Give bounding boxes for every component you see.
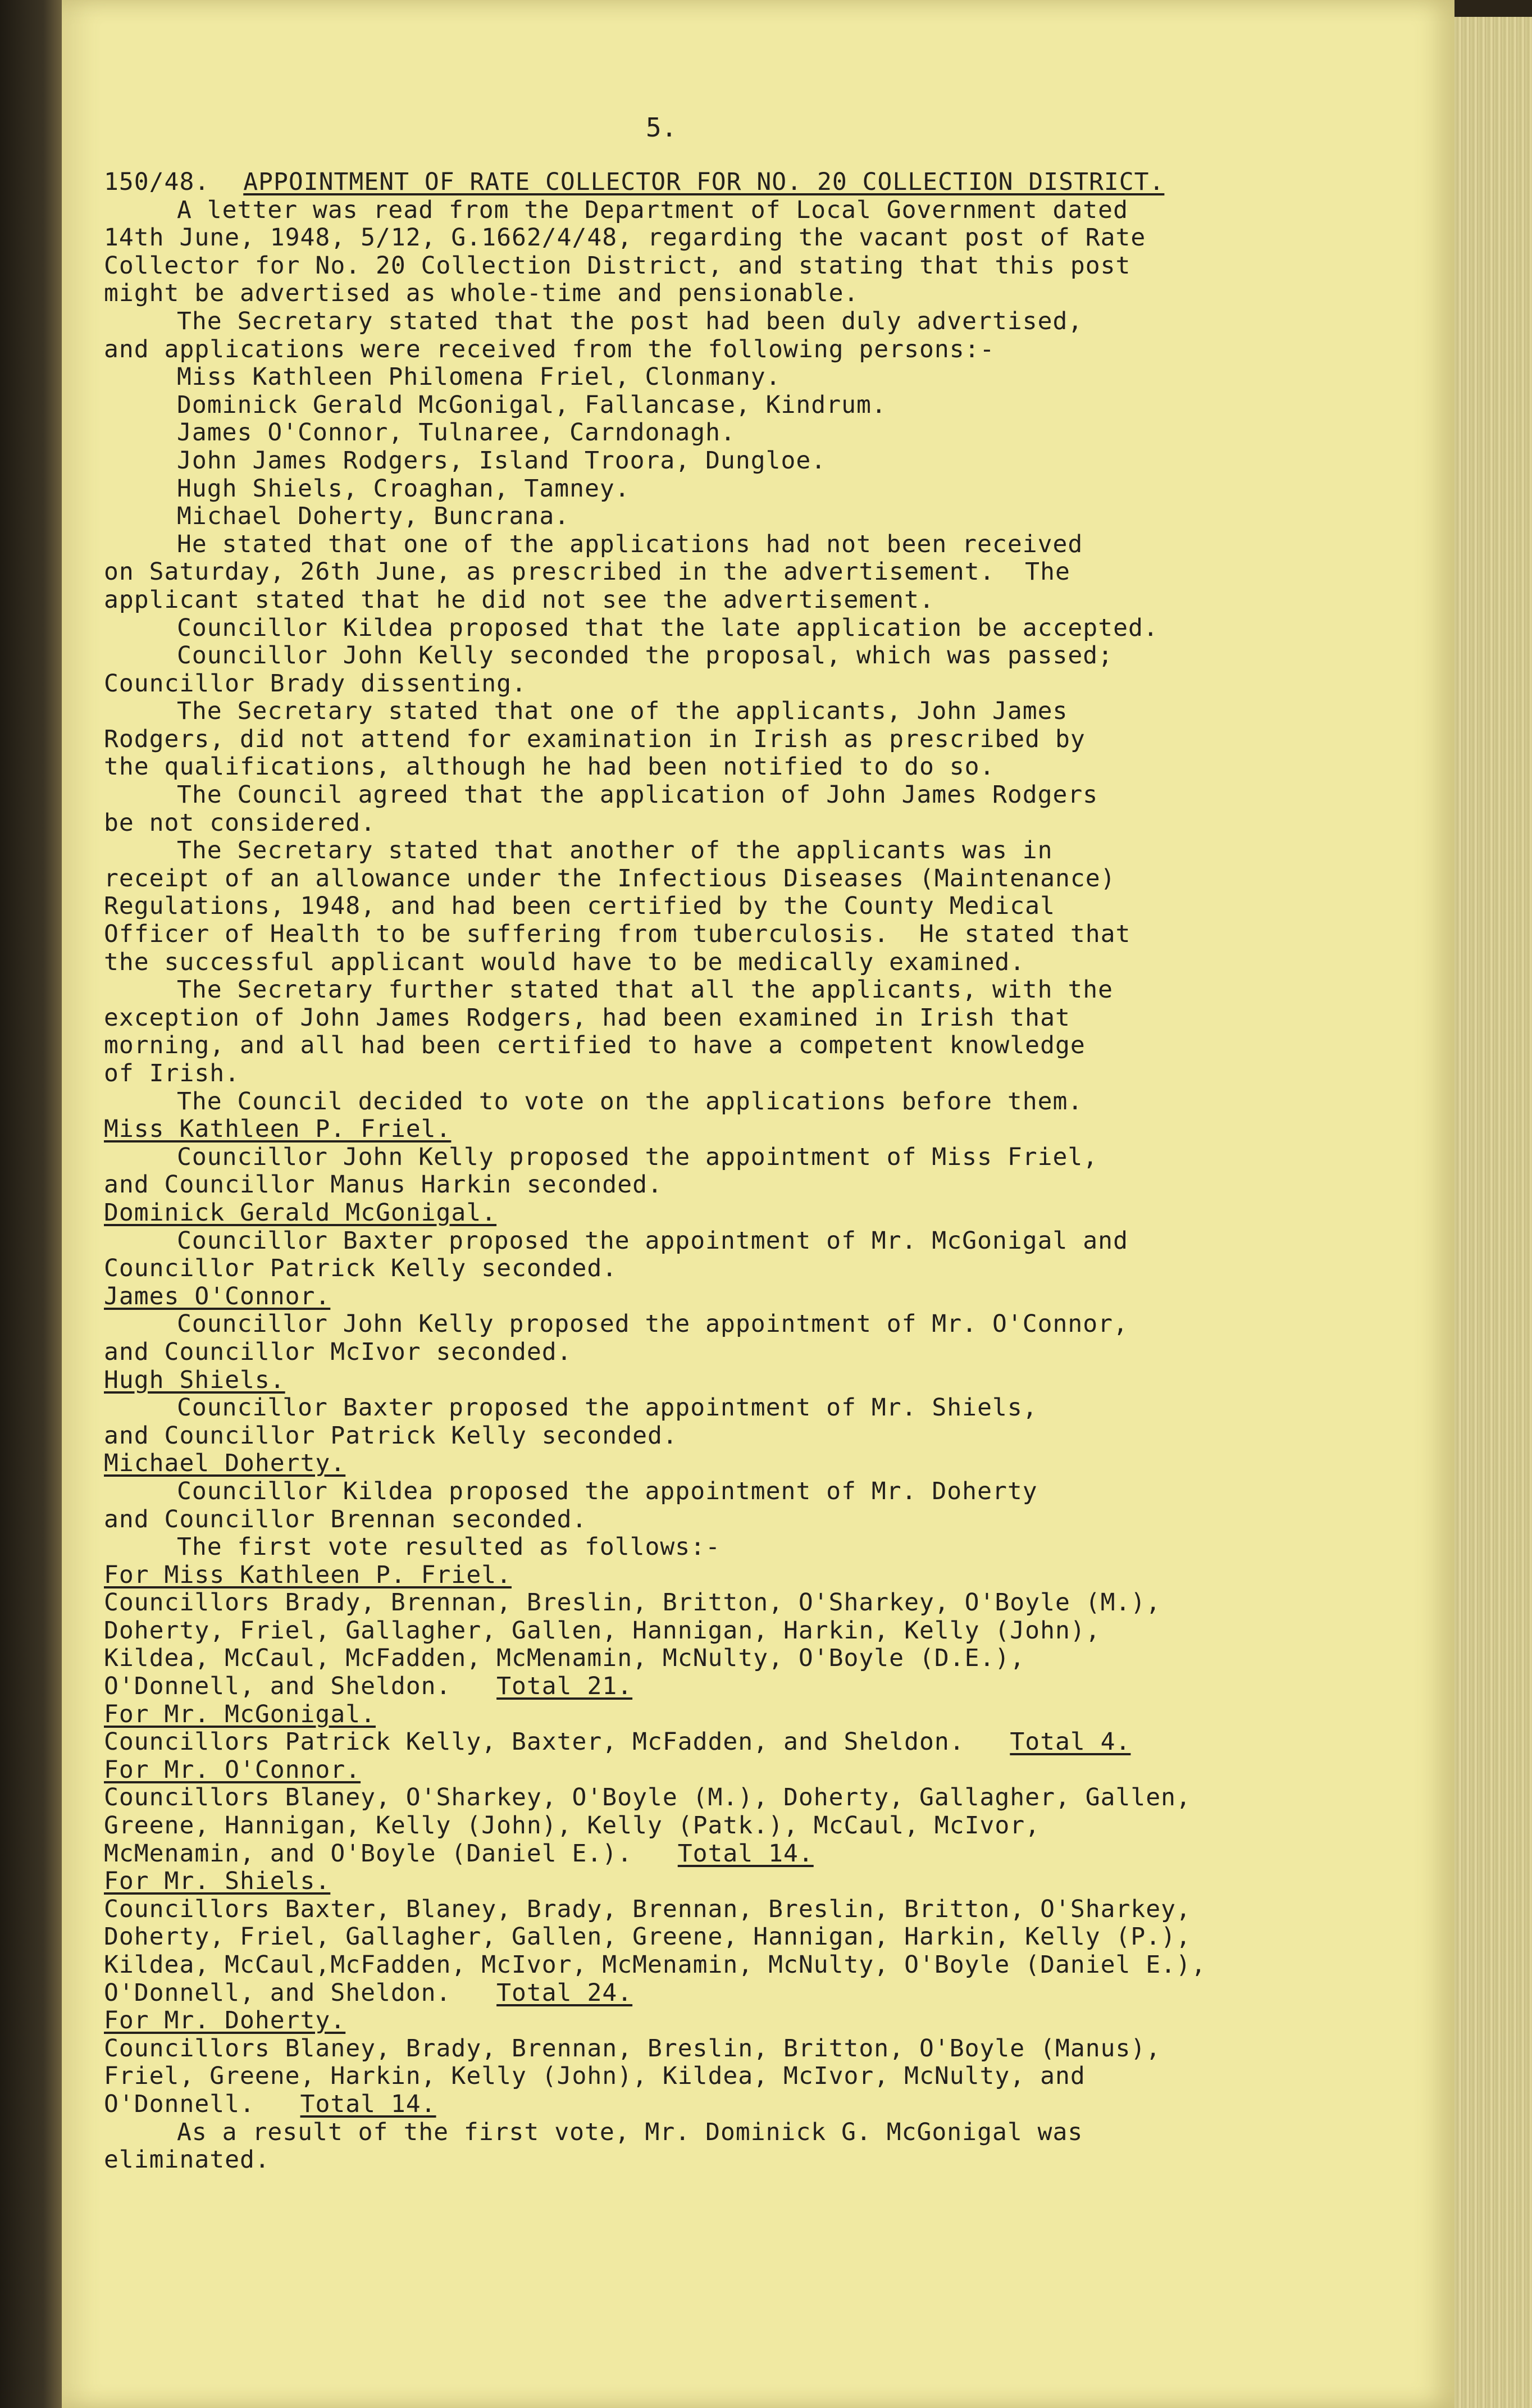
line-text: Dominick Gerald McGonigal.: [104, 1198, 497, 1227]
text-line: [104, 1310, 1311, 1339]
text-line: [104, 1339, 1311, 1367]
line-text: The Secretary stated that one of the applicants, John James: [177, 697, 1068, 726]
text-line: [104, 252, 1311, 280]
text-line: [104, 447, 1311, 475]
subheading-line: [104, 1701, 1311, 1729]
text-line: [104, 809, 1311, 837]
line-text: For Mr. Doherty.: [104, 2006, 346, 2035]
text-line: [104, 1840, 1311, 1868]
line-text: 14th June, 1948, 5/12, G.1662/4/48, regarding the vacant post of Rate: [104, 224, 1146, 252]
line-text: Councillor Kildea proposed that the late application be accepted.: [177, 613, 1159, 642]
text-line: [104, 2063, 1311, 2091]
text-line: [104, 2119, 1311, 2147]
text-line: [104, 949, 1311, 977]
line-text: Friel, Greene, Harkin, Kelly (John), Kildea, McIvor, McNulty, and: [104, 2062, 1086, 2091]
vote-total: Total 14.: [677, 1839, 814, 1868]
line-text: Kildea, McCaul,McFadden, McIvor, McMenamin, McNulty, O'Boyle (Daniel E.),: [104, 1951, 1206, 1979]
text-line: [104, 280, 1311, 308]
text-line: [104, 976, 1311, 1004]
subheading-line: [104, 1562, 1311, 1590]
line-text: Councillor Baxter proposed the appointment of Mr. Shiels,: [177, 1394, 1038, 1422]
line-text: and Councillor Manus Harkin seconded.: [104, 1171, 663, 1199]
line-text: The Secretary further stated that all the applicants, with the: [177, 976, 1114, 1004]
line-text: For Mr. O'Connor.: [104, 1755, 361, 1784]
text-line: [104, 921, 1311, 949]
item-number: 150/48.: [104, 168, 210, 196]
text-line: [104, 1617, 1311, 1645]
text-line: [104, 531, 1311, 559]
text-line: [104, 2035, 1311, 2063]
page-number: 5.: [646, 112, 677, 143]
text-line: [104, 336, 1311, 364]
subheading-line: [104, 1868, 1311, 1896]
line-text: Doherty, Friel, Gallagher, Gallen, Greene, Hannigan, Harkin, Kelly (P.),: [104, 1923, 1191, 1951]
text-line: [104, 1255, 1311, 1283]
line-text: might be advertised as whole-time and pensionable.: [104, 279, 859, 308]
line-text: receipt of an allowance under the Infectious Diseases (Maintenance): [104, 864, 1116, 893]
subheading-line: [104, 1756, 1311, 1785]
line-text: Doherty, Friel, Gallagher, Gallen, Hannigan, Harkin, Kelly (John),: [104, 1616, 1101, 1645]
line-text: Hugh Shiels, Croaghan, Tamney.: [177, 474, 630, 503]
text-line: [104, 558, 1311, 586]
text-line: [104, 419, 1311, 447]
line-text: Councillor John Kelly proposed the appointment of Miss Friel,: [177, 1142, 1098, 1171]
line-text: the successful applicant would have to be medically examined.: [104, 948, 1025, 976]
text-line: [104, 586, 1311, 614]
item-heading: [104, 169, 1311, 197]
minutes-text: [104, 110, 1311, 2174]
line-text: McMenamin, and O'Boyle (Daniel E.).: [104, 1839, 633, 1868]
subheading-line: [104, 1283, 1311, 1311]
line-text: Michael Doherty.: [104, 1449, 346, 1478]
line-text: A letter was read from the Department of Local Government dated: [177, 195, 1128, 224]
item-title: APPOINTMENT OF RATE COLLECTOR FOR NO. 20 COLLECTION DISTRICT.: [243, 168, 1165, 196]
line-text: He stated that one of the applications had not been received: [177, 530, 1083, 558]
line-text: Councillor Baxter proposed the appointment of Mr. McGonigal and: [177, 1226, 1128, 1255]
subheading-line: [104, 2007, 1311, 2035]
line-text: Councillors Patrick Kelly, Baxter, McFadden, and Sheldon.: [104, 1728, 965, 1756]
text-line: [104, 475, 1311, 503]
line-text: and applications were received from the following persons:-: [104, 335, 995, 363]
vote-total: Total 24.: [496, 1978, 633, 2007]
text-line: [104, 1394, 1311, 1422]
line-text: Councillor John Kelly proposed the appointment of Mr. O'Connor,: [177, 1310, 1128, 1339]
line-text: Officer of Health to be suffering from tuberculosis. He stated that: [104, 920, 1131, 949]
line-text: Greene, Hannigan, Kelly (John), Kelly (Patk.), McCaul, McIvor,: [104, 1811, 1041, 1840]
text-line: [104, 1812, 1311, 1840]
line-text: morning, and all had been certified to have a competent knowledge: [104, 1031, 1086, 1060]
text-line: [104, 1088, 1311, 1116]
text-line: [104, 1923, 1311, 1951]
line-text: James O'Connor.: [104, 1282, 331, 1310]
text-line: [104, 1673, 1311, 1701]
text-line: [104, 308, 1311, 336]
line-text: O'Donnell, and Sheldon.: [104, 1978, 452, 2007]
text-line: [104, 503, 1311, 531]
text-line: [104, 1060, 1311, 1088]
text-line: [104, 1645, 1311, 1673]
line-text: The first vote resulted as follows:-: [177, 1533, 721, 1562]
text-line: [104, 614, 1311, 643]
line-text: be not considered.: [104, 808, 376, 837]
line-text: O'Donnell, and Sheldon.: [104, 1672, 452, 1701]
text-line: [104, 2091, 1311, 2119]
line-text: For Mr. Shiels.: [104, 1867, 331, 1896]
vote-total: Total 14.: [300, 2090, 436, 2118]
line-text: Miss Kathleen P. Friel.: [104, 1115, 452, 1144]
text-line: [104, 865, 1311, 893]
line-text: Kildea, McCaul, McFadden, McMenamin, McNulty, O'Boyle (D.E.),: [104, 1644, 1025, 1673]
text-line: [104, 1589, 1311, 1617]
text-line: [104, 726, 1311, 754]
vote-total: Total 4.: [1010, 1728, 1131, 1756]
vote-total: Total 21.: [496, 1672, 633, 1701]
line-text: applicant stated that he did not see the advertisement.: [104, 585, 934, 614]
text-line: [104, 670, 1311, 698]
text-line: [104, 1784, 1311, 1812]
text-line: [104, 781, 1311, 809]
text-line: [104, 698, 1311, 726]
text-line: [104, 1533, 1311, 1562]
line-text: For Mr. McGonigal.: [104, 1700, 376, 1728]
book-binding: [0, 0, 62, 2408]
text-line: [104, 1144, 1311, 1172]
line-text: Councillors Blaney, Brady, Brennan, Breslin, Britton, O'Boyle (Manus),: [104, 2034, 1161, 2063]
text-line: [104, 1506, 1311, 1534]
text-line: [104, 753, 1311, 781]
text-line: [104, 642, 1311, 670]
line-text: and Councillor Patrick Kelly seconded.: [104, 1421, 678, 1450]
line-text: and Councillor Brennan seconded.: [104, 1505, 587, 1533]
line-text: exception of John James Rodgers, had been examined in Irish that: [104, 1003, 1070, 1032]
subheading-line: [104, 1116, 1311, 1144]
line-text: and Councillor McIvor seconded.: [104, 1337, 572, 1366]
text-line: [104, 1728, 1311, 1756]
line-text: The Council agreed that the application of John James Rodgers: [177, 781, 1098, 809]
subheading-line: [104, 1199, 1311, 1227]
text-line: [104, 1979, 1311, 2008]
text-line: [104, 1004, 1311, 1032]
line-text: O'Donnell.: [104, 2090, 255, 2118]
line-text: eliminated.: [104, 2146, 270, 2174]
line-text: James O'Connor, Tulnaree, Carndonagh.: [177, 418, 736, 447]
text-line: [104, 1951, 1311, 1979]
line-text: Councillors Blaney, O'Sharkey, O'Boyle (M.), Doherty, Gallagher, Gallen,: [104, 1783, 1191, 1812]
line-text: Regulations, 1948, and had been certified by the County Medical: [104, 892, 1055, 921]
line-text: Rodgers, did not attend for examination in Irish as prescribed by: [104, 725, 1086, 753]
line-text: The Secretary stated that the post had been duly advertised,: [177, 307, 1083, 335]
text-line: [104, 1171, 1311, 1199]
line-text: on Saturday, 26th June, as prescribed in the advertisement. The: [104, 558, 1070, 586]
line-text: For Miss Kathleen P. Friel.: [104, 1560, 512, 1589]
line-text: As a result of the first vote, Mr. Dominick G. McGonigal was: [177, 2118, 1083, 2146]
page-edges: [1455, 17, 1532, 2408]
text-line: [104, 392, 1311, 420]
text-line: [104, 224, 1311, 252]
text-line: [104, 197, 1311, 225]
line-text: Hugh Shiels.: [104, 1365, 285, 1394]
subheading-line: [104, 1367, 1311, 1395]
line-text: Councillor Patrick Kelly seconded.: [104, 1254, 618, 1283]
text-line: [104, 1032, 1311, 1060]
line-text: Councillors Brady, Brennan, Breslin, Britton, O'Sharkey, O'Boyle (M.),: [104, 1588, 1161, 1617]
text-line: [104, 1422, 1311, 1450]
line-text: the qualifications, although he had been notified to do so.: [104, 753, 995, 781]
line-text: Dominick Gerald McGonigal, Fallancase, Kindrum.: [177, 390, 887, 419]
line-text: of Irish.: [104, 1059, 240, 1087]
text-line: [104, 837, 1311, 865]
text-line: [104, 2146, 1311, 2174]
line-text: Collector for No. 20 Collection District, and stating that this post: [104, 251, 1131, 280]
line-text: The Council decided to vote on the applications before them.: [177, 1087, 1083, 1116]
line-text: Michael Doherty, Buncrana.: [177, 502, 570, 531]
text-line: [104, 1896, 1311, 1924]
line-text: Councillor Brady dissenting.: [104, 669, 527, 698]
line-text: Councillor Kildea proposed the appointment of Mr. Doherty: [177, 1477, 1038, 1505]
minutes-body: [104, 197, 1311, 2174]
text-line: [104, 1478, 1311, 1506]
text-line: [104, 363, 1311, 392]
line-text: Miss Kathleen Philomena Friel, Clonmany.: [177, 363, 781, 392]
line-text: John James Rodgers, Island Troora, Dungloe.: [177, 446, 827, 475]
subheading-line: [104, 1450, 1311, 1478]
text-line: [104, 893, 1311, 921]
line-text: The Secretary stated that another of the applicants was in: [177, 836, 1053, 865]
text-line: [104, 1227, 1311, 1255]
line-text: Councillors Baxter, Blaney, Brady, Brennan, Breslin, Britton, O'Sharkey,: [104, 1895, 1191, 1923]
line-text: Councillor John Kelly seconded the proposal, which was passed;: [177, 641, 1114, 670]
